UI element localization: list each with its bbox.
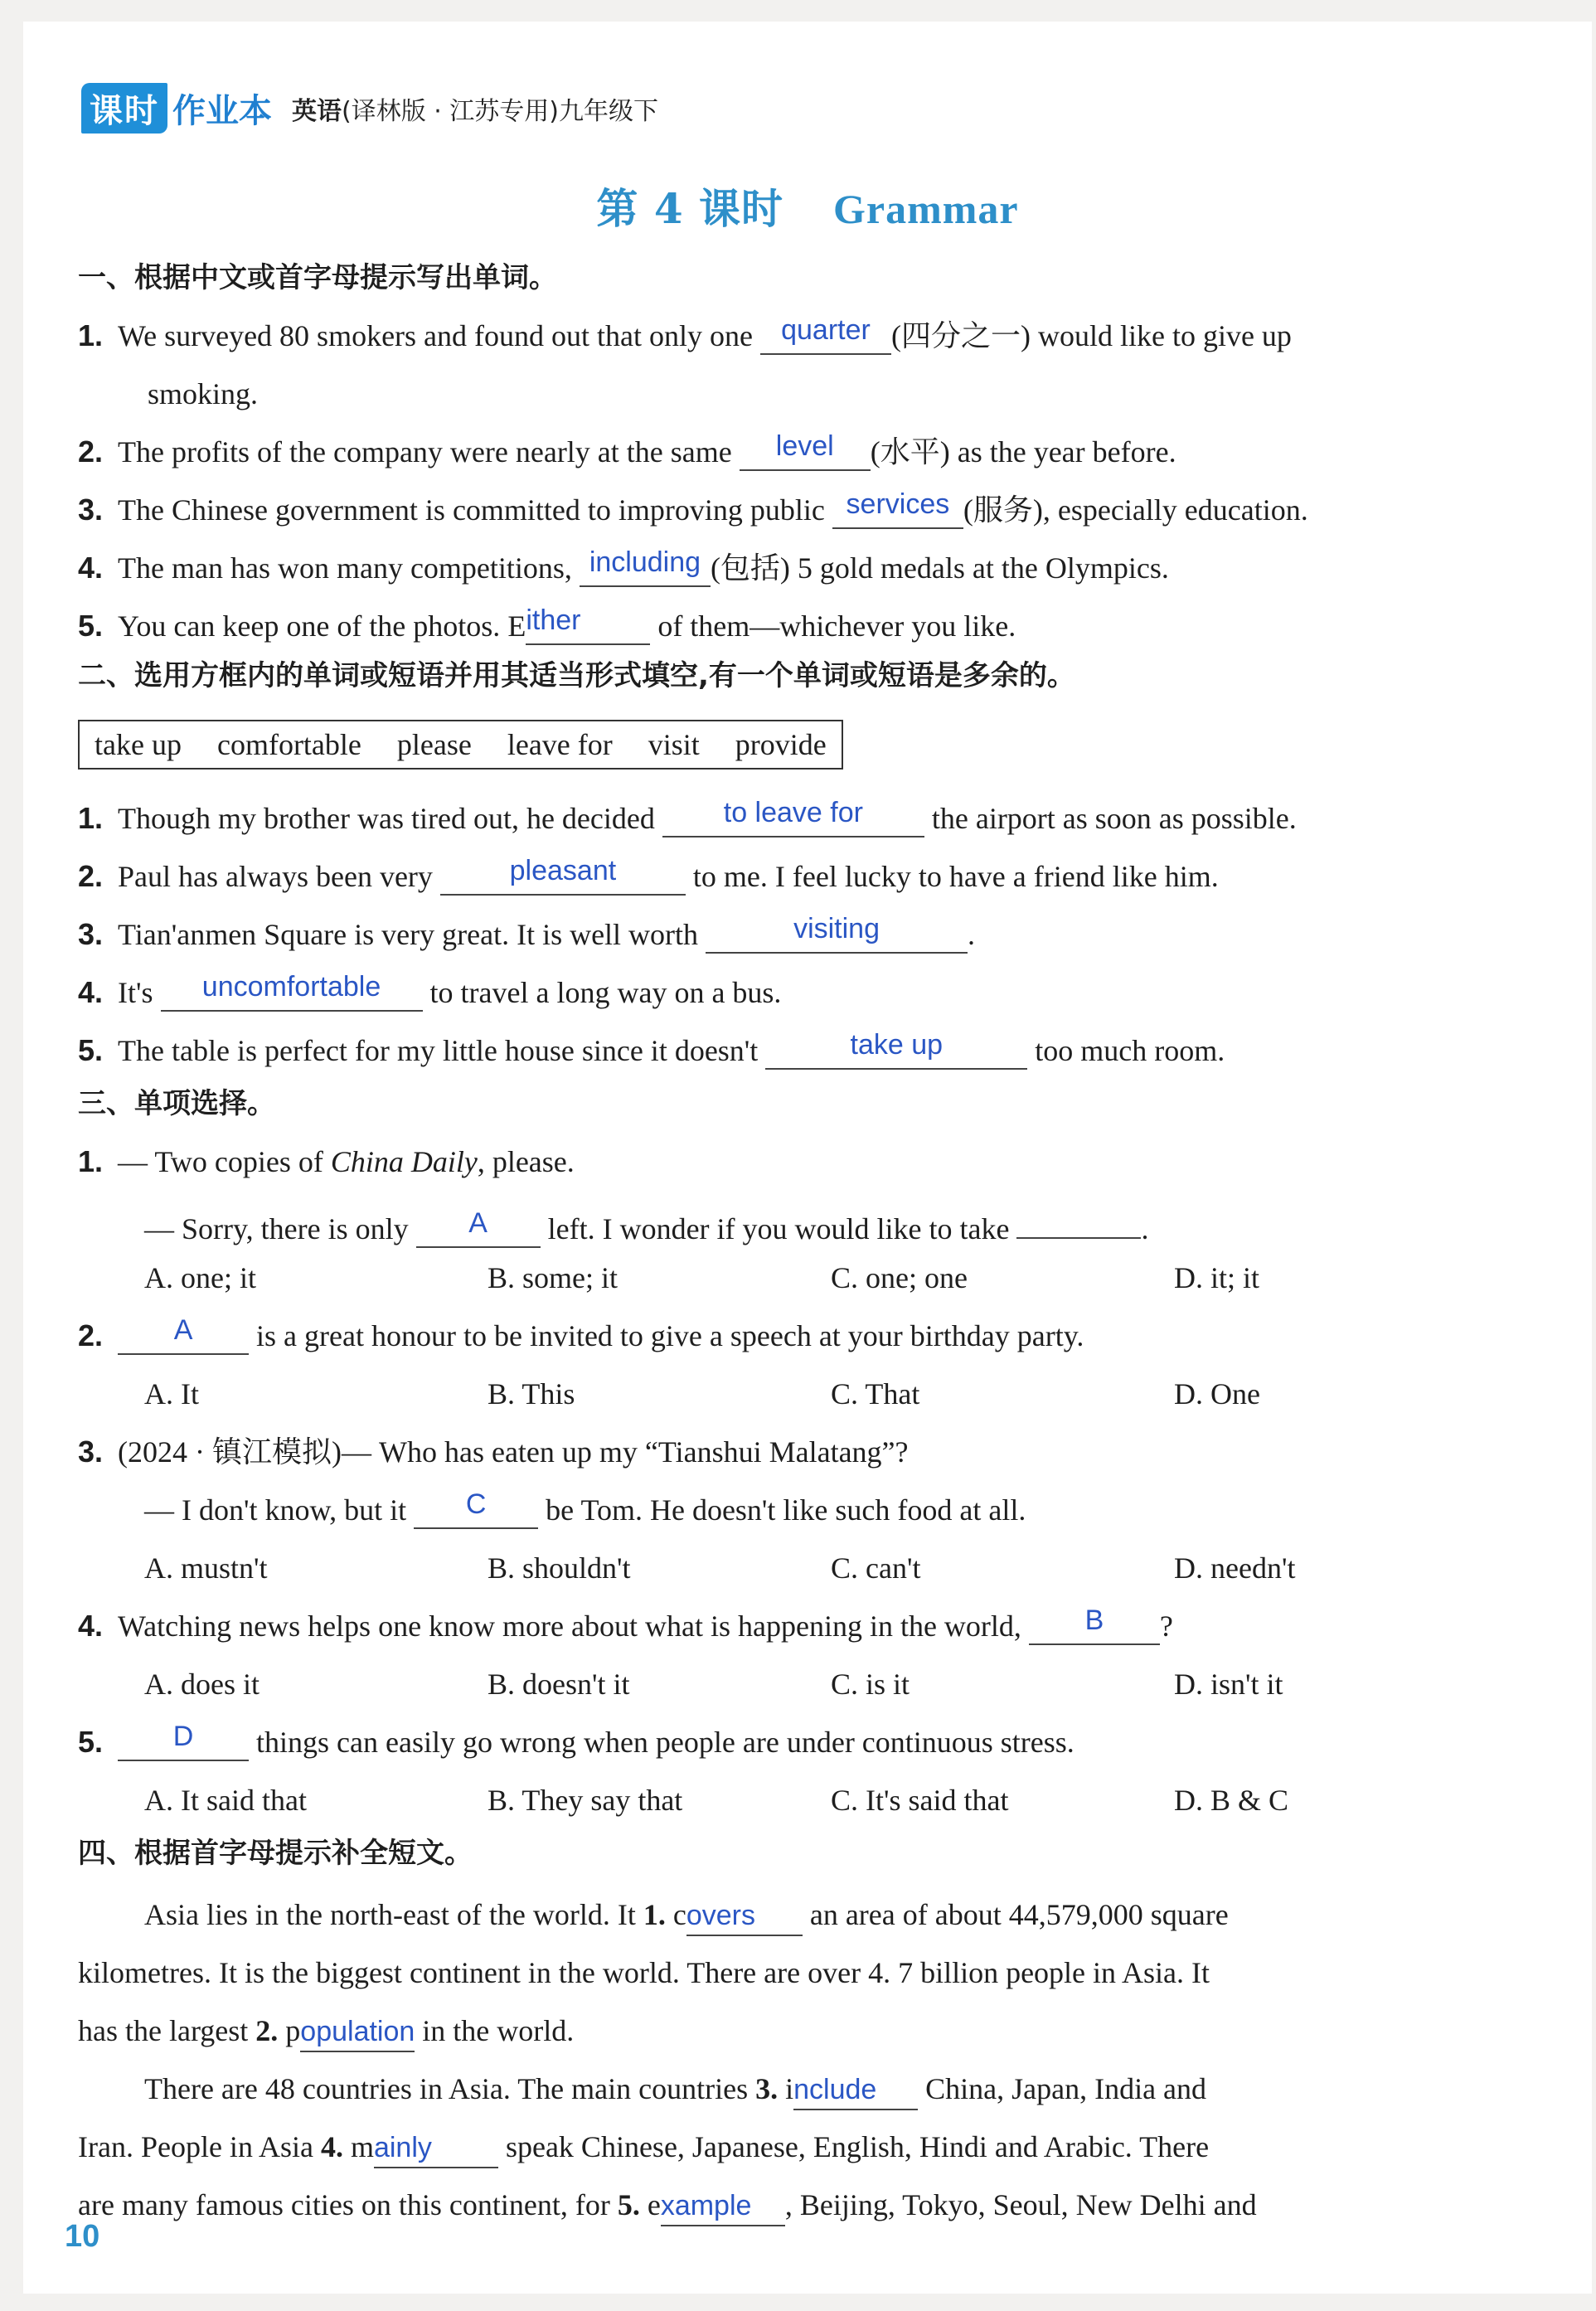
edition-label: (译林版 · 江苏专用)九年级下: [342, 96, 659, 126]
answer-blank[interactable]: [414, 1488, 538, 1529]
item-text: The table is perfect for my little house since it doesn't: [118, 1034, 759, 1067]
s3-q3-line2: [144, 1488, 1026, 1529]
s1-item-1: [78, 314, 1292, 355]
word-bank-item: please: [396, 728, 472, 761]
option-c[interactable]: C. one; one: [831, 1261, 968, 1294]
item-text: The man has won many competitions,: [118, 551, 572, 585]
answer-blank[interactable]: [662, 799, 924, 837]
answer-text: take up: [850, 1029, 944, 1061]
answer-text: nclude: [793, 2074, 877, 2105]
s2-item-2: [78, 857, 1219, 896]
logo-part2: 作业本: [172, 92, 272, 130]
blank-number: 1.: [643, 1898, 666, 1931]
question-text: Watching news helps one know more about what is happening in the world,: [118, 1609, 1021, 1643]
passage-line-4: [144, 2070, 1206, 2110]
answer-text: quarter: [781, 314, 871, 346]
item-number: 3.: [78, 917, 104, 951]
passage-text: speak Chinese, Japanese, English, Hindi and Arabic. There: [505, 2130, 1210, 2163]
s3-q1-line2: [144, 1201, 1148, 1248]
first-letter-hint: m: [350, 2130, 374, 2163]
answer-blank[interactable]: [832, 488, 963, 529]
s2-item-5: [78, 1029, 1225, 1070]
question-text: be Tom. He doesn't like such food at all.: [546, 1493, 1026, 1527]
option-b[interactable]: B. some; it: [488, 1261, 619, 1294]
answer-blank[interactable]: [161, 973, 423, 1012]
item-text: The profits of the company were nearly at the same: [118, 435, 732, 469]
answer-blank[interactable]: [740, 430, 871, 471]
blank-number: 3.: [755, 2072, 779, 2105]
blank-number: 5.: [617, 2188, 640, 2221]
option-d[interactable]: D. One: [1174, 1377, 1260, 1410]
item-number: 5.: [78, 1033, 104, 1067]
item-text: (服务), especially education.: [963, 493, 1308, 527]
option-a[interactable]: A. It: [144, 1377, 199, 1410]
item-number: 2.: [78, 859, 104, 893]
option-b[interactable]: B. They say that: [488, 1784, 683, 1817]
section2-heading: 二、选用方框内的单词或短语并用其适当形式填空,有一个单词或短语是多余的。: [78, 659, 1075, 692]
passage-text: are many famous cities on this continent, for: [78, 2188, 610, 2221]
answer-text: A: [468, 1207, 488, 1239]
section1-heading: 一、根据中文或首字母提示写出单词。: [78, 261, 557, 294]
item-text: to travel a long way on a bus.: [429, 976, 782, 1009]
option-a[interactable]: A. It said that: [144, 1784, 307, 1817]
passage-text: China, Japan, India and: [925, 2072, 1207, 2105]
word-bank-box: [78, 720, 843, 770]
answer-blank[interactable]: [118, 1723, 249, 1761]
s3-q5: [78, 1723, 1075, 1761]
question-text: things can easily go wrong when people are under continuous stress.: [256, 1726, 1075, 1759]
answer-text: ither: [526, 604, 581, 636]
answer-blank[interactable]: [416, 1207, 541, 1248]
option-b[interactable]: B. This: [488, 1377, 575, 1410]
s1-item-3: [78, 488, 1308, 529]
passage-line-5: [78, 2128, 1209, 2168]
option-d[interactable]: D. B & C: [1174, 1784, 1289, 1817]
subject-name: 英语: [292, 96, 342, 126]
item-text: of them—whichever you like.: [657, 609, 1016, 643]
option-c[interactable]: C. is it: [831, 1668, 910, 1701]
item-text: The Chinese government is committed to improving public: [118, 493, 825, 527]
item-text: Though my brother was tired out, he decided: [118, 802, 655, 835]
option-c[interactable]: C. It's said that: [831, 1784, 1009, 1817]
answer-text: uncomfortable: [201, 971, 381, 1003]
question-text: (2024 · 镇江模拟)— Who has eaten up my “Tianshui Malatang”?: [118, 1435, 909, 1469]
item-text: You can keep one of the photos.: [118, 609, 501, 643]
answer-blank[interactable]: [760, 314, 891, 355]
item-text: (包括) 5 gold medals at the Olympics.: [710, 551, 1169, 585]
s1-item-4: [78, 546, 1169, 587]
question-number: 5.: [78, 1725, 104, 1759]
s3-q4: [78, 1607, 1173, 1645]
answer-text: visiting: [793, 913, 880, 944]
answer-text: B: [1084, 1605, 1104, 1636]
newspaper-title: China Daily: [330, 1145, 478, 1178]
blank-number: 4.: [320, 2130, 343, 2163]
question-number: 2.: [78, 1318, 104, 1352]
answer-blank[interactable]: [765, 1029, 1027, 1070]
title-cn: 第 4 课时: [596, 184, 784, 233]
item-text: (四分之一) would like to give up: [890, 319, 1292, 352]
s2-item-3: [78, 915, 975, 954]
first-letter-hint: e: [647, 2188, 661, 2221]
answer-blank[interactable]: [661, 2186, 785, 2226]
answer-text: level: [775, 430, 834, 462]
question-text: — Two copies of: [118, 1145, 323, 1178]
answer-text: A: [173, 1314, 193, 1346]
word-bank-item: visit: [648, 728, 700, 761]
answer-blank[interactable]: [580, 546, 711, 587]
s3-q1-line1: [78, 1143, 575, 1181]
answer-text: including: [589, 546, 701, 578]
item-number: 2.: [78, 435, 104, 469]
answer-blank[interactable]: [1016, 1201, 1141, 1239]
brand-logo: [81, 83, 272, 134]
section3-heading: 三、单项选择。: [78, 1087, 275, 1120]
answer-text: ainly: [373, 2132, 432, 2163]
passage-text: in the world.: [422, 2014, 575, 2047]
question-number: 4.: [78, 1609, 104, 1643]
option-a[interactable]: A. one; it: [144, 1261, 256, 1294]
passage-text: Asia lies in the north-east of the world. It: [144, 1898, 636, 1931]
passage-text: an area of about 44,579,000 square: [809, 1898, 1229, 1931]
question-text: .: [1141, 1212, 1149, 1245]
answer-blank[interactable]: [526, 604, 650, 645]
option-a[interactable]: A. mustn't: [144, 1551, 268, 1585]
s2-item-1: [78, 799, 1297, 837]
item-text: Tian'anmen Square is very great. It is well worth: [118, 918, 699, 951]
word-bank-item: provide: [735, 728, 827, 761]
answer-text: to leave for: [723, 797, 863, 828]
answer-text: D: [172, 1721, 194, 1752]
option-b[interactable]: B. shouldn't: [488, 1551, 631, 1585]
option-c[interactable]: C. can't: [831, 1551, 921, 1585]
item-text: the airport as soon as possible.: [931, 802, 1297, 835]
question-text: is a great honour to be invited to give a speech at your birthday party.: [256, 1319, 1084, 1352]
title-en: Grammar: [833, 186, 1019, 232]
passage-text: Iran. People in Asia: [78, 2130, 313, 2163]
option-d[interactable]: D. isn't it: [1174, 1668, 1283, 1701]
s1-item-5: [78, 604, 1016, 645]
question-number: 1.: [78, 1144, 104, 1178]
logo-part1: 课时: [81, 83, 167, 134]
question-text: — Sorry, there is only: [144, 1212, 409, 1245]
page-header: [81, 83, 658, 149]
first-letter-hint: c: [672, 1898, 686, 1931]
option-c[interactable]: C. That: [831, 1377, 920, 1410]
item-text: too much room.: [1035, 1034, 1225, 1067]
answer-text: overs: [686, 1900, 755, 1931]
s2-item-4: [78, 973, 781, 1012]
answer-blank[interactable]: [793, 2070, 918, 2110]
page-number: 10: [65, 2219, 100, 2254]
subject-label: [292, 90, 658, 127]
answer-text: C: [465, 1488, 487, 1520]
question-text: left. I wonder if you would like to take: [547, 1212, 1010, 1245]
answer-blank[interactable]: [706, 915, 968, 954]
answer-blank[interactable]: [374, 2128, 498, 2168]
word-bank-item: comfortable: [216, 728, 361, 761]
question-text: , please.: [477, 1145, 575, 1178]
answer-text: pleasant: [509, 855, 617, 886]
word-bank-item: take up: [95, 728, 182, 761]
section4-heading: 四、根据首字母提示补全短文。: [78, 1837, 473, 1870]
passage-line-6: [78, 2186, 1257, 2226]
item-number: 4.: [78, 975, 104, 1009]
passage-text: There are 48 countries in Asia. The main countries: [144, 2072, 749, 2105]
answer-blank[interactable]: [440, 857, 686, 896]
item-number: 4.: [78, 551, 104, 585]
option-a[interactable]: A. does it: [144, 1668, 260, 1701]
question-number: 3.: [78, 1435, 104, 1469]
s1-item-2: [78, 430, 1176, 471]
s1-item-1-cont: smoking.: [148, 377, 259, 410]
first-letter-hint: i: [785, 2072, 794, 2105]
passage-text: has the largest: [78, 2014, 249, 2047]
option-d[interactable]: D. needn't: [1174, 1551, 1296, 1585]
passage-line-3: [78, 2012, 574, 2052]
answer-text: opulation: [300, 2016, 415, 2047]
passage-text: , Beijing, Tokyo, Seoul, New Delhi and: [784, 2188, 1257, 2221]
item-text: Paul has always been very: [118, 860, 433, 893]
answer-text: services: [846, 488, 950, 520]
option-d[interactable]: D. it; it: [1174, 1261, 1260, 1294]
item-number: 5.: [78, 609, 104, 643]
item-number: 1.: [78, 318, 104, 352]
first-letter-hint: E: [507, 609, 526, 643]
item-text: We surveyed 80 smokers and found out that only one: [118, 319, 753, 352]
s3-q3-line1: [78, 1433, 909, 1471]
item-number: 1.: [78, 801, 104, 835]
answer-blank[interactable]: [300, 2012, 415, 2052]
question-text: — I don't know, but it: [144, 1493, 407, 1527]
answer-blank[interactable]: [686, 1896, 803, 1936]
s3-q2: [78, 1314, 1084, 1355]
item-text: It's: [118, 976, 153, 1009]
item-text: (水平) as the year before.: [870, 435, 1176, 469]
page-title: [23, 176, 1592, 235]
worksheet-page: [23, 22, 1592, 2294]
question-text: ?: [1159, 1609, 1173, 1643]
item-number: 3.: [78, 493, 104, 527]
option-b[interactable]: B. doesn't it: [488, 1668, 630, 1701]
answer-text: xample: [660, 2190, 752, 2221]
passage-line-2: kilometres. It is the biggest continent in the world. There are over 4. 7 billion people in Asia. It: [78, 1956, 1210, 1989]
answer-blank[interactable]: [118, 1314, 249, 1355]
blank-number: 2.: [255, 2014, 279, 2047]
item-text: to me. I feel lucky to have a friend like him.: [692, 860, 1219, 893]
item-text: .: [968, 918, 976, 951]
passage-line-1: [144, 1896, 1229, 1936]
first-letter-hint: p: [285, 2014, 301, 2047]
word-bank-item: leave for: [507, 728, 613, 761]
answer-blank[interactable]: [1029, 1607, 1160, 1645]
